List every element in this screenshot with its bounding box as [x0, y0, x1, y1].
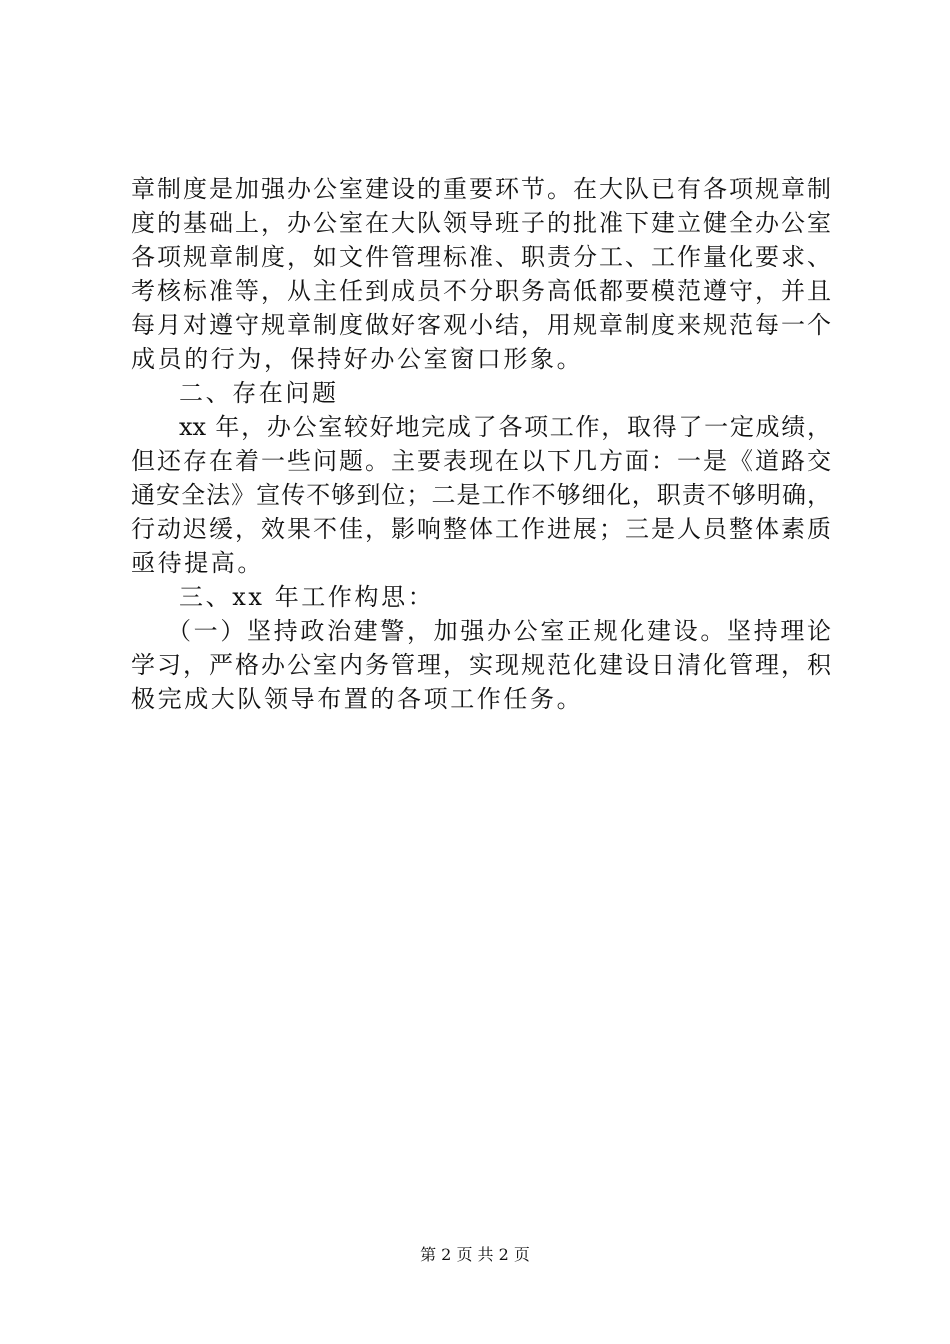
body-line: 各项规章制度，如文件管理标准、职责分工、工作量化要求、 — [131, 243, 831, 271]
body-line: 考核标准等，从主任到成员不分职务高低都要模范遵守，并且 — [131, 277, 831, 305]
section-heading: 二、存在问题 — [179, 379, 339, 407]
body-line: （一）坚持政治建警，加强办公室正规化建设。坚持理论 — [167, 617, 831, 645]
body-line: 章制度是加强办公室建设的重要环节。在大队已有各项规章制 — [131, 175, 831, 203]
body-line: 度的基础上，办公室在大队领导班子的批准下建立健全办公室 — [131, 209, 831, 237]
body-line: 成员的行为，保持好办公室窗口形象。 — [131, 345, 584, 373]
body-line: 但还存在着一些问题。主要表现在以下几方面：一是《道路交 — [131, 447, 831, 475]
body-line: 极完成大队领导布置的各项工作任务。 — [131, 685, 584, 713]
body-line: xx 年，办公室较好地完成了各项工作，取得了一定成绩， — [179, 413, 831, 441]
body-line: 行动迟缓，效果不佳，影响整体工作进展；三是人员整体素质 — [131, 515, 831, 543]
section-heading: 三、xx 年工作构思： — [179, 583, 435, 611]
body-line: 亟待提高。 — [131, 549, 264, 577]
body-line: 每月对遵守规章制度做好客观小结，用规章制度来规范每一个 — [131, 311, 831, 339]
body-line: 通安全法》宣传不够到位；二是工作不够细化，职责不够明确， — [131, 481, 831, 509]
body-line: 学习，严格办公室内务管理，实现规范化建设日清化管理，积 — [131, 651, 831, 679]
page-number-footer: 第 2 页 共 2 页 — [420, 1245, 530, 1264]
document-body — [131, 172, 831, 716]
